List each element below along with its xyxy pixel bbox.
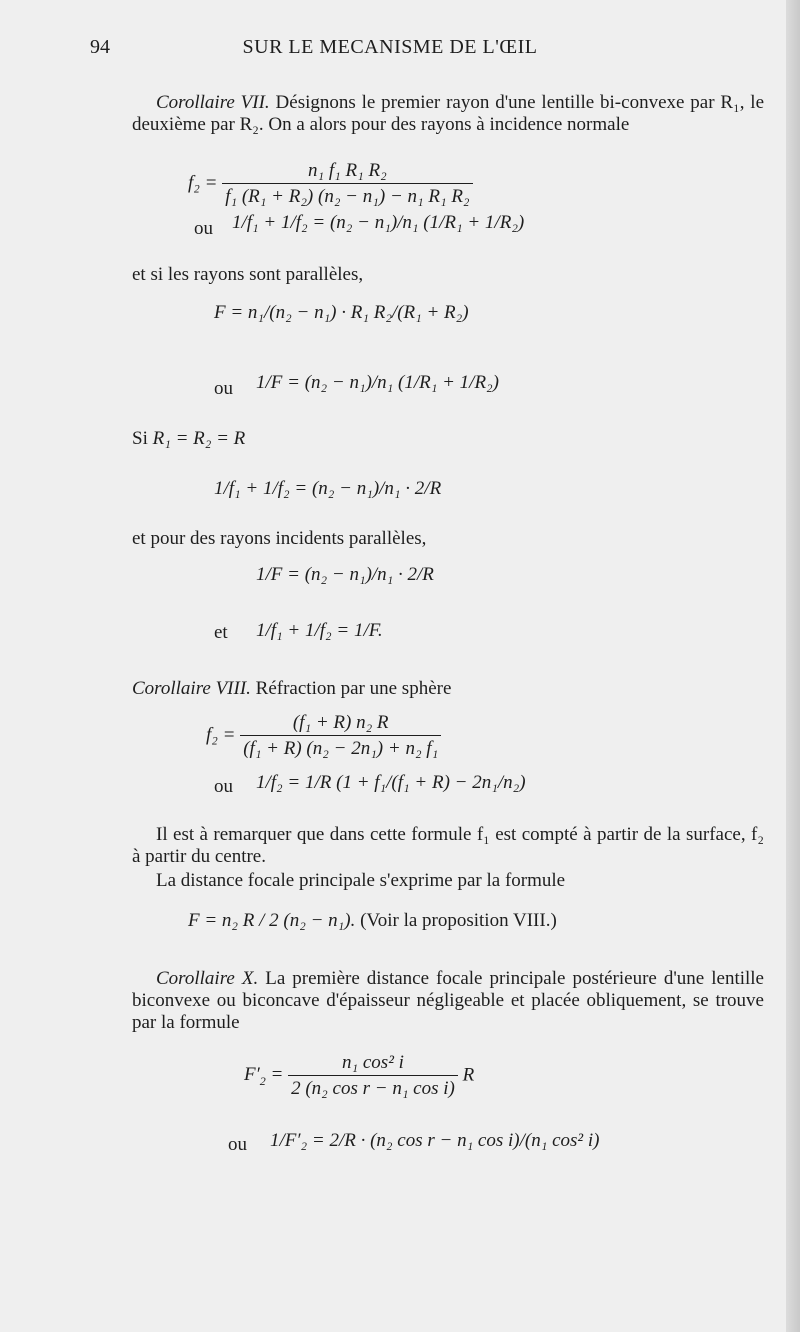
eq-fraction (222, 160, 472, 208)
paragraph-corollaire-vii (132, 92, 764, 136)
eq-note: (Voir la proposition VIII.) (360, 910, 557, 931)
label-ou: ou (194, 218, 213, 239)
page-edge-shadow (786, 0, 800, 1332)
label-si: Si (132, 428, 148, 449)
equation-f2-lens (188, 160, 473, 208)
equation-1-over-F (256, 372, 499, 394)
eq-text: 1/f₁ + 1/f₂ = (n₂ − n₁)/n₁ · 2/R (214, 478, 442, 499)
label-ou: ou (214, 378, 233, 399)
eq-text: R₁ = R₂ = R (152, 428, 246, 449)
eq-lhs: f₂ = (188, 172, 218, 194)
running-title: SUR LE MECANISME DE L'ŒIL (242, 36, 538, 58)
equation-f2-sphere (206, 712, 441, 760)
text-corollaire-viii: Réfraction par une sphère (255, 678, 452, 699)
equation-F-focal (214, 302, 469, 324)
eq-text: 1/f₁ + 1/f₂ = (n₂ − n₁)/n₁ (1/R₁ + 1/R₂) (232, 212, 525, 233)
eq-denominator: (f₁ + R) (n₂ − 2n₁) + n₂ f₁ (243, 738, 439, 759)
text-corollaire-vii: Désignons le premier rayon d'une lentille bi-convexe par R₁, le deuxième par R₂. On a alors pour des rayons à incidence normale (132, 92, 765, 135)
eq-lhs: f₂ = (206, 724, 236, 746)
paragraph-remark: Il est à remarquer que dans cette formule f₁ est compté à partir de la surface, f₂ à partir du centre. (132, 824, 764, 867)
equation-1-over-F-equal-radii (256, 564, 434, 586)
eq-denominator: 2 (n₂ cos r − n₁ cos i) (291, 1078, 455, 1099)
paragraph-corollaire-x (132, 968, 764, 1034)
equation-sphere-reciprocal (256, 772, 526, 794)
eq-text: 1/F = (n₂ − n₁)/n₁ (1/R₁ + 1/R₂) (256, 372, 499, 393)
eq-text: 1/F = (n₂ − n₁)/n₁ · 2/R (256, 564, 434, 585)
eq-text: F = n₂ R / 2 (n₂ − n₁). (188, 910, 356, 931)
paragraph-principal-focal: La distance focale principale s'exprime par la formule (156, 870, 566, 891)
paragraph-corollaire-viii (132, 678, 764, 700)
caption-corollaire-vii: Corollaire VII. (156, 92, 270, 113)
eq-fraction (240, 712, 441, 760)
paragraph-incident-parallel: et pour des rayons incidents parallèles, (132, 528, 427, 549)
eq-text: F = n₁/(n₂ − n₁) · R₁ R₂/(R₁ + R₂) (214, 302, 469, 323)
caption-corollaire-x: Corollaire X. (156, 968, 259, 989)
page-number: 94 (90, 36, 110, 58)
caption-corollaire-viii: Corollaire VIII. (132, 678, 251, 699)
equation-lens-reciprocal (232, 212, 524, 234)
eq-numerator: (f₁ + R) n₂ R (240, 712, 441, 736)
paragraph-parallel-rays: et si les rayons sont parallèles, (132, 264, 364, 285)
eq-text: 1/f₂ = 1/R (1 + f₁/(f₁ + R) − 2n₁/n₂) (256, 772, 526, 793)
eq-text: 1/F′₂ = 2/R · (n₂ cos r − n₁ cos i)/(n₁ cos² i) (270, 1130, 600, 1151)
label-ou: ou (228, 1134, 247, 1155)
eq-numerator: n₁ f₁ R₁ R₂ (222, 160, 472, 184)
equation-oblique-focal: $F'_2$ = $\frac{\text{n₁ cos² i}}{\text{2 (n₂ cos r − n₁ cos i)}}$ R (244, 1052, 475, 1099)
eq-denominator: f₁ (R₁ + R₂) (n₂ − n₁) − n₁ R₁ R₂ (225, 186, 470, 207)
eq-fraction (288, 1052, 458, 1100)
equation-equal-radii-condition (132, 428, 245, 450)
label-ou: ou (214, 776, 233, 797)
label-et: et (214, 622, 228, 643)
equation-oblique-reciprocal (270, 1130, 599, 1152)
eq-text: 1/f₁ + 1/f₂ = 1/F. (256, 620, 383, 641)
equation-principal-focal (188, 910, 557, 932)
equation-sum-reciprocals (256, 620, 383, 642)
equation-equal-radii (214, 478, 441, 500)
text-corollaire-x: La première distance focale principale postérieure d'une lentille biconvexe ou biconcave d'épaisseur négligeable et placée obliquement, se trouve par la formule (132, 968, 764, 1033)
eq-numerator: n₁ cos² i (288, 1052, 458, 1076)
